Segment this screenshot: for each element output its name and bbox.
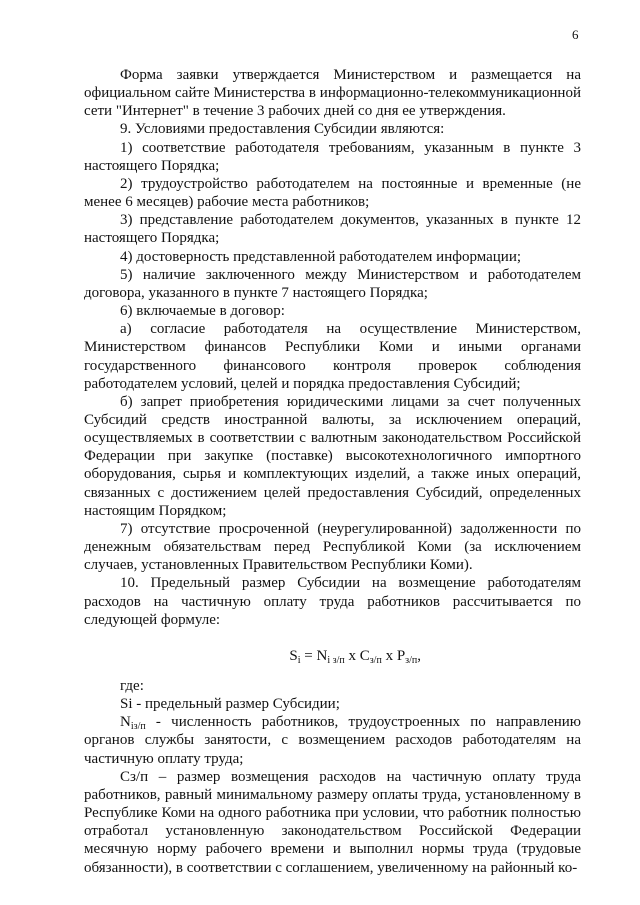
definition-n-symbol: N — [120, 714, 131, 731]
paragraph-condition-6: 6) включаемые в договор: — [120, 303, 285, 320]
paragraph-limit-size: 10. Предельный размер Субсидии на возмещение работодателям расходов на частичную оплату труда работников рассчитывается по следующей формуле: — [84, 575, 581, 628]
paragraph-condition-3: 3) представление работодателем документов, указанных в пункте 12 настоящего Порядка; — [84, 212, 581, 247]
formula-end: , — [417, 647, 421, 664]
paragraph-condition-1: 1) соответствие работодателя требованиям, указанным в пункте 3 настоящего Порядка; — [84, 139, 581, 174]
paragraph-condition-5: 5) наличие заключенного между Министерством и работодателем договора, указанного в пункте 7 настоящего Порядка; — [84, 266, 581, 301]
document-body — [84, 66, 581, 877]
paragraph-condition-4: 4) достоверность представленной работодателем информации; — [120, 248, 522, 265]
formula-x1: x C — [344, 647, 370, 664]
formula-lhs-sub: i — [297, 654, 301, 666]
formula-x2: x P — [381, 647, 406, 664]
where-label: где: — [120, 678, 144, 694]
formula-p-sub: з/п — [405, 654, 418, 666]
definition-n — [84, 713, 581, 767]
paragraph-form-approval: Форма заявки утверждается Министерством и размещается на официальном сайте Министерства в информационно-телекоммуникационной сети "Интернет" в течение 3 рабочих дней со дня ее утверждения. — [84, 67, 581, 120]
formula-c-sub: з/п — [369, 654, 382, 666]
subsidy-formula — [84, 647, 581, 665]
formula-lhs: S — [289, 647, 298, 664]
definition-n-sub: iз/п — [130, 721, 146, 733]
paragraph-condition-2: 2) трудоустройство работодателем на постоянные и временные (не менее 6 месяцев) рабочие места работников; — [84, 175, 581, 211]
formula-n-sub: i з/п — [327, 654, 345, 666]
formula-eq: = N — [300, 647, 328, 664]
definition-n-text: - численность работников, трудоустроенных по направлению органов службы занятости, с возмещением расходов работодателям на частичную оплату труда; — [84, 714, 581, 767]
paragraph-condition-7: 7) отсутствие просроченной (неурегулированной) задолженности по денежным обязательствам перед Республикой Коми (за исключением случаев, установленных Правительством Республики Коми). — [84, 520, 581, 574]
page-number: 6 — [572, 27, 579, 42]
definition-c: Сз/п – размер возмещения расходов на частичную оплату труда работников, равный минимальному размеру оплаты труда, установленному в Республике Коми на одного работника при условии, что работник полностью отработал установленную законодательством Российской Федерации месячную норму рабочего времени и выполнил нормы труда (трудовые обязанности), в соответствии с соглашением, увеличенному на районный ко- — [84, 768, 581, 876]
definition-si: Si - предельный размер Субсидии; — [120, 696, 340, 713]
paragraph-condition-6a: а) согласие работодателя на осуществление Министерством, Министерством финансов Республики Коми и иными органами государственного финансового контроля проверок соблюдения работодателем условий, целей и порядка предоставления Субсидий; — [84, 321, 581, 392]
paragraph-condition-6b: б) запрет приобретения юридическими лицами за счет полученных Субсидий средств иностранной валюты, за исключением операций, осуществляемых в соответствии с валютным законодательством Российской Федерации при закупке (поставке) высокотехнологичного импортного оборудования, сырья и комплектующих изделий, а также иных операций, связанных с достижением целей предоставления Субсидий, определенных настоящим Порядком; — [84, 393, 581, 519]
paragraph-conditions-heading: 9. Условиями предоставления Субсидии являются: — [120, 121, 445, 138]
